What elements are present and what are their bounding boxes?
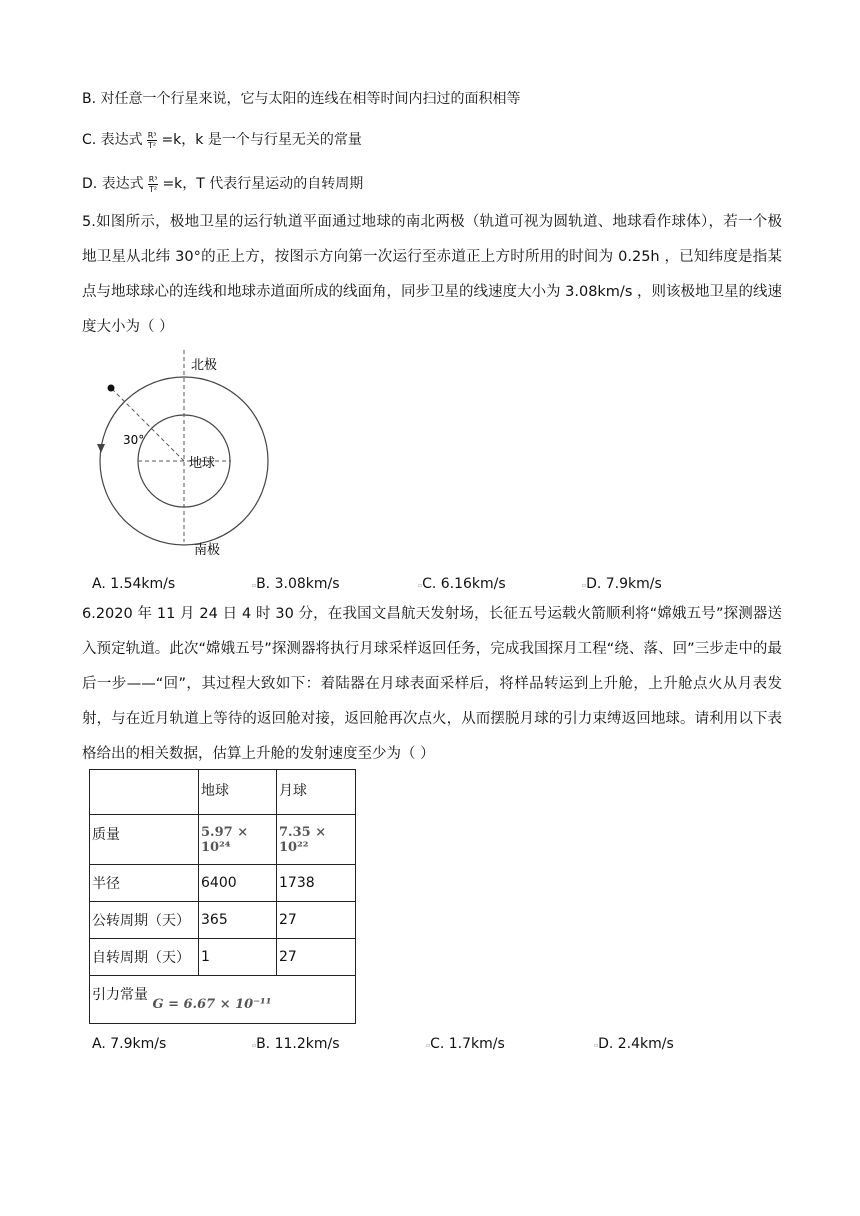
table-cell: 质量 xyxy=(90,815,199,865)
q5-option-d-label: D. 7.9km/s xyxy=(586,576,662,592)
latitude-line xyxy=(111,388,184,461)
gravitational-constant-cell xyxy=(90,976,356,1024)
table-header-row xyxy=(90,770,356,815)
table-row xyxy=(90,902,356,939)
q4-option-b: B. 对任意一个行星来说，它与太阳的连线在相等时间内扫过的面积相等 xyxy=(82,91,521,107)
earth-label: 地球 xyxy=(189,456,216,471)
table-header-cell: 月球 xyxy=(277,770,356,815)
fraction-denominator: T² xyxy=(148,140,157,150)
bullet-mark-icon: ▫ xyxy=(252,1042,257,1049)
bullet-mark-icon: ▫ xyxy=(426,1042,431,1049)
q4-option-c xyxy=(82,130,362,150)
data-table xyxy=(89,769,356,1024)
table-cell: 1 xyxy=(199,939,277,976)
north-pole-label: 北极 xyxy=(191,358,218,373)
table-row xyxy=(90,815,356,865)
table-cell: 半径 xyxy=(90,865,199,902)
table-row xyxy=(90,939,356,976)
bullet-mark-icon: ▫ xyxy=(594,1042,599,1049)
table-header-cell: 地球 xyxy=(199,770,277,815)
q5-option-c-label: C. 6.16km/s xyxy=(422,576,506,592)
q4-option-d-prefix: D. 表达式 xyxy=(82,176,144,192)
table-row xyxy=(90,865,356,902)
constant-value: G = 6.67 × 10⁻¹¹ xyxy=(152,997,272,1012)
q4-option-c-fraction xyxy=(147,131,158,150)
table-cell: 公转周期（天） xyxy=(90,902,199,939)
q5-option-a[interactable]: A. 1.54km/s xyxy=(92,576,176,592)
table-cell: 1738 xyxy=(277,865,356,902)
table-cell: 5.97 × 10²⁴ xyxy=(199,815,277,865)
angle-label: 30° xyxy=(123,433,145,447)
south-pole-label: 南极 xyxy=(194,543,221,558)
q5-option-d[interactable] xyxy=(582,576,662,592)
q6-option-c-label: C. 1.7km/s xyxy=(430,1036,505,1052)
q4-option-d-fraction xyxy=(148,175,159,194)
fraction-numerator: R³ xyxy=(147,130,157,140)
satellite-dot xyxy=(108,385,115,392)
polar-satellite-diagram xyxy=(88,342,278,562)
table-cell: 27 xyxy=(277,902,356,939)
table-cell: 6400 xyxy=(199,865,277,902)
q6-option-d[interactable] xyxy=(594,1036,674,1052)
table-cell: 7.35 × 10²² xyxy=(277,815,356,865)
q5-option-b[interactable] xyxy=(252,576,340,592)
table-cell: 365 xyxy=(199,902,277,939)
table-header-cell xyxy=(90,770,199,815)
q6-option-b[interactable] xyxy=(252,1036,340,1052)
q6-option-c[interactable] xyxy=(426,1036,505,1052)
table-row xyxy=(90,976,356,1024)
q5-option-b-label: B. 3.08km/s xyxy=(256,576,340,592)
q6-option-d-label: D. 2.4km/s xyxy=(598,1036,674,1052)
table-cell: 27 xyxy=(277,939,356,976)
q5-stem: 5.如图所示，极地卫星的运行轨道平面通过地球的南北两极（轨道可视为圆轨道、地球看作球体），若一个极地卫星从北纬 30°的正上方，按图示方向第一次运行至赤道正上方时所用的时间为 0.25h ，已知纬度是指某点与地球球心的连线和地球赤道面所成的线面角，同步卫星的线速度大小为 3.08km/s ，则该极地卫星的线速度大小为（ ） xyxy=(82,214,782,335)
q4-option-d xyxy=(82,174,363,194)
q6-option-a[interactable]: A. 7.9km/s xyxy=(92,1036,167,1052)
q5-option-c[interactable] xyxy=(418,576,506,592)
constant-label: 引力常量 xyxy=(92,987,148,1003)
q4-option-d-suffix: =k，T 代表行星运动的自转周期 xyxy=(162,176,364,192)
fraction-denominator: T² xyxy=(149,184,158,194)
orbit-direction-arrow-icon xyxy=(97,444,105,453)
fraction-numerator: R³ xyxy=(148,174,158,184)
q4-option-c-prefix: C. 表达式 xyxy=(82,132,143,148)
q4-option-c-suffix: =k，k 是一个与行星无关的常量 xyxy=(161,132,362,148)
table-cell: 自转周期（天） xyxy=(90,939,199,976)
bullet-mark-icon: ▫ xyxy=(582,582,587,589)
bullet-mark-icon: ▫ xyxy=(418,582,423,589)
bullet-mark-icon: ▫ xyxy=(252,582,257,589)
q6-stem: 6.2020 年 11 月 24 日 4 时 30 分，在我国文昌航天发射场，长征五号运载火箭顺利将“嫦娥五号”探测器送入预定轨道。此次“嫦娥五号”探测器将执行月球采样返回任务，完成我国探月工程“绕、落、回”三步走中的最后一步——“回”，其过程大致如下：着陆器在月球表面采样后，将样品转运到上升舱，上升舱点火从月表发射，与在近月轨道上等待的返回舱对接，返回舱再次点火，从而摆脱月球的引力束缚返回地球。请利用以下表格给出的相关数据，估算上升舱的发射速度至少为（ ） xyxy=(82,606,782,762)
q6-option-b-label: B. 11.2km/s xyxy=(256,1036,340,1052)
